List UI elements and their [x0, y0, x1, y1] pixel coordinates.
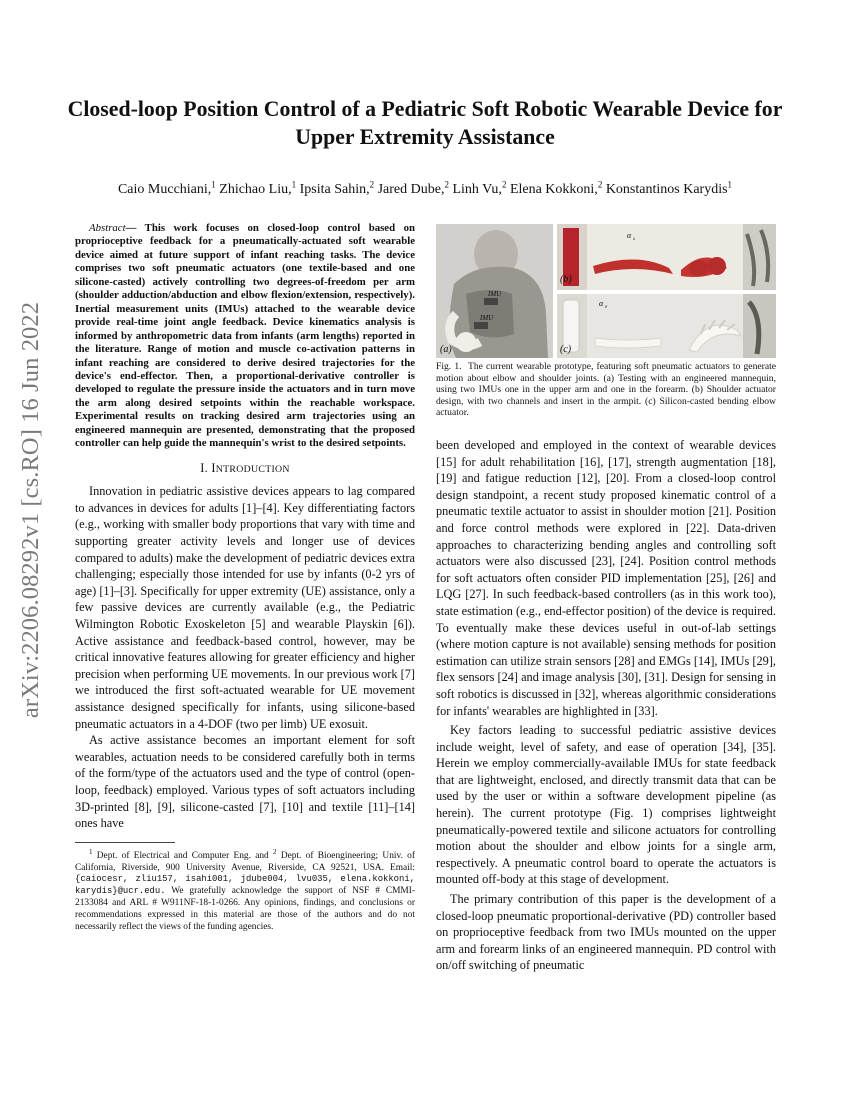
author: Elena Kokkoni,$^2$ [509, 179, 603, 197]
paragraph: been developed and employed in the context of wearable devices [15] for adult rehabilitation [16], [17], strength augmentation [18], [19] and fatigue reduction [12], [20]. From a closed-loop control design standpoint, a recent study proposed kinematic control of a pneumatic textile actuator to assist in shoulder motion [21]. Position and force control methods were explored in [22]. Data-driven approaches to characterizing bending angles and controlling soft actuators were also discussed [23], [24]. Position control methods for soft actuators often consider PID implementation [25], [26] and LQG [27]. In such feedback-based controllers (as in this work too), state estimation (e.g., end-effector position) of the device is required. To eventually make these devices useful in out-of-lab settings (where motion capture is not available) sensing methods for position estimation can utilize strain sensors [28] and EMGs [14], IMUs [29], flex sensors [24] and image analysis [30], [31]. Design for sensing in soft robotics is discussed in [32], whereas algorithmic considerations for infants' wearables are highlighted in [33]. [436, 438, 776, 718]
panel-label-c: (c) [560, 344, 572, 355]
footnote-divider [75, 842, 175, 843]
shoulder-actuator-photo [557, 224, 776, 290]
author: Ipsita Sahin,$^2$ [299, 179, 375, 197]
paragraph: The primary contribution of this paper is the development of a closed-loop pneumatic proportional-derivative (PD) controller based on proprioceptive feedback from two IMUs mounted on the upper arm and forearm links of an engineered mannequin. PD control with on/off switching of pneumatic [436, 892, 776, 973]
alpha-s-label: α [627, 231, 632, 240]
caption-label: Fig. 1. [436, 361, 462, 372]
arxiv-stamp [6, 290, 56, 730]
author: Konstantinos Karydis$^1$ [605, 179, 733, 197]
elbow-actuator-photo [557, 294, 776, 358]
right-column [436, 437, 776, 974]
figure-1 [436, 224, 776, 360]
imu-label-upper: IMU [488, 290, 502, 298]
figure-caption [436, 361, 776, 419]
panel-label-a: (a) [440, 344, 452, 355]
paragraph: Innovation in pediatric assistive devices appears to lag compared to advances in devices for adults [1]–[4]. Key differentiating factors (e.g., working with smaller body proportions that vary with time and supporting greater activity levels and longer use of devices compared to adults) make the development of pediatric devices extra challenging; especially those intended for use by infants (0-2 yrs of age) [1]–[3]. Specifically for upper extremity (UE) assistance, only a few passive devices are currently available (e.g., the Pediatric Wilmington Robotic Exoskeleton [5] and wearable Playskin [6]). Active assistance and feedback-based control, however, may be critical innovative features allowing for greater efficiency and higher precision when performing UE movements. In our previous work [7] we introduced the first soft-actuated wearable for UE movement assistance designed specifically for infants, using silicone-based pneumatic actuators in a 4-DOF (two per limb) UE exosuit. [75, 484, 415, 731]
author: Caio Mucchiani,$^1$ [117, 179, 216, 197]
author: Zhichao Liu,$^1$ [219, 179, 297, 197]
abstract [75, 222, 415, 451]
imu-label-lower: IMU [480, 314, 494, 322]
svg-text:s: s [633, 237, 635, 242]
figure-panel-elbow-actuator [557, 294, 776, 358]
panel-label-b: (b) [560, 274, 572, 285]
figure-panel-mannequin [436, 224, 553, 358]
left-column [75, 222, 415, 933]
abstract-lead: Abstract [89, 222, 126, 234]
figure-panel-shoulder-actuator [557, 224, 776, 290]
mannequin-photo [436, 224, 553, 358]
paragraph: Key factors leading to successful pediatric assistive devices include weight, level of safety, and ease of operation [34], [35]. Herein we employ commercially-available IMUs for state feedback that are lightweight, enclosed, and directly transmit data that can be used by the user or within a software development pipeline (as herein). The current prototype (Fig. 1) comprises lightweight pneumatically-powered textile and silicone actuators for controlling motion about the shoulder and elbow joints for a single arm, respectively. A pneumatic control board to operate the actuators is mounted off-body at this stage of development. [436, 723, 776, 887]
alpha-e-label: α [599, 299, 604, 308]
paragraph: As active assistance becomes an important element for soft wearables, actuation needs to be considered carefully both in terms of the form/type of the actuators used and the type of control (open-loop, feedback) employed. Various types of soft actuators including 3D-printed [8], [9], silicone-casted [7], [10] and textile [11]–[14] ones have [75, 733, 415, 831]
abstract-text: — This work focuses on closed-loop control based on proprioceptive feedback for a pneumatically-actuated soft wearable device aimed at future support of infant reaching tasks. The device comprises two soft pneumatic actuators (one textile-based and one silicone-casted) actively controlling two degrees-of-freedom per arm (shoulder adduction/abduction and elbow flexion/extension, respectively). Inertial measurement units (IMUs) attached to the wearable device provide real-time joint angle feedback. Device kinematics analysis is informed by anthropometric data from infants (arm lengths) reported in the literature. Range of motion and muscle co-activation patterns in infant reaching are considered to derive desired trajectories for the device's end-effector. Then, a proportional-derivative controller is developed to regulate the pressure inside the actuators and in turn move the arm along desired setpoints within the reachable workspace. Experimental results on tracking desired arm trajectories using an engineered mannequin are presented, demonstrating that the proposed controller can help guide the mannequin's wrist to the desired setpoints. [75, 222, 415, 450]
caption-text: The current wearable prototype, featuring soft pneumatic actuators to generate motion about elbow and shoulder joints. (a) Testing with an engineered mannequin, using two IMUs one in the upper arm and one in the forearm. (b) Shoulder actuator design, with two channels and insert in the armpit. (c) Silicon-casted bending elbow actuator. [436, 361, 776, 419]
author: Linh Vu,$^2$ [452, 179, 507, 197]
paper-title: Closed-loop Position Control of a Pediatric Soft Robotic Wearable Device for Upper Extremity Assistance [67, 97, 783, 149]
author-list [60, 175, 790, 199]
svg-text:e: e [605, 305, 608, 310]
section-heading-introduction: I. INTRODUCTION [200, 460, 290, 475]
affiliation-footnote: $^1$ Dept. of Electrical and Computer Eng. and $^2$ Dept. of Bioengineering; Univ. of California, Riverside, 900 University Avenue, Riverside, CA 92521, USA. Email: {caiocesr, zliu157, isahi001, jdube004, lvu035, elena.kokkoni, karydis}@ucr.edu. We gratefully acknowledge the support of NSF # CMMI-2133084 and ARL # W911NF-18-1-0266. Any opinions, findings, and conclusions or recommendations expressed in this material are those of the authors and do not necessarily reflect the views of the funding agencies. [75, 847, 415, 932]
arxiv-id: arXiv:2206.08292v1 [cs.RO] 16 Jun 2022 [17, 301, 44, 719]
author: Jared Dube,$^2$ [377, 179, 449, 197]
